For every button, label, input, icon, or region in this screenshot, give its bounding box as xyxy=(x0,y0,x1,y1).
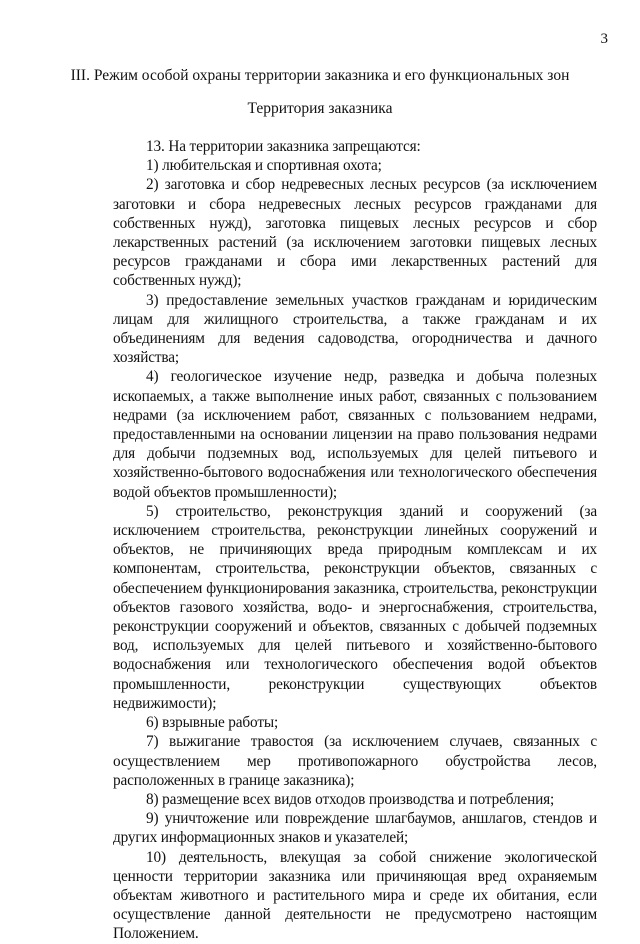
list-item-2: 2) заготовка и сбор недревесных лесных ресурсов (за исключением заготовки и сбора недревесных лесных ресурсов гражданами для собственных нужд), заготовка пищевых лесных ресурсов и сбор лекарственных растений (за исключением заготовки пищевых лесных ресурсов гражданами и сбора ими лекарственных растений для собственных нужд); xyxy=(113,176,597,290)
list-item-1: 1) любительская и спортивная охота; xyxy=(146,157,382,175)
list-item-9: 9) уничтожение или повреждение шлагбаумов, аншлагов, стендов и других информационных знаков и указателей; xyxy=(113,810,597,847)
list-item-8: 8) размещение всех видов отходов производства и потребления; xyxy=(146,790,555,808)
body-text xyxy=(113,137,597,944)
list-item-6: 6) взрывные работы; xyxy=(146,714,279,732)
section-heading: III. Режим особой охраны территории заказника и его функциональных зон xyxy=(70,67,570,84)
paragraph-intro: 13. На территории заказника запрещаются: xyxy=(146,138,421,155)
list-item-5: 5) строительство, реконструкция зданий и сооружений (за исключением строительства, реконструкции линейных сооружений и объектов, не причиняющих вреда природным комплексам и их компонентам, строительства, реконструкции объектов, связанных с обеспечением функционирования заказника, строительства, реконструкции объектов газового хозяйства, водо- и энергоснабжения, строительства, реконструкции сооружений и объектов, связанных с добычей подземных вод, используемых для целей питьевого и хозяйственно-бытового водоснабжения или технологического обеспечения водой объектов промышленности, реконструкции существующих объектов недвижимости); xyxy=(113,502,597,712)
list-item-7: 7) выжигание травостоя (за исключением случаев, связанных с осуществлением мер противопожарного обустройства лесов, расположенных в границе заказника); xyxy=(113,733,597,789)
list-item-3: 3) предоставление земельных участков гражданам и юридическим лицам для жилищного строительства, а также гражданам и их объединениям для ведения садоводства, огородничества и дачного хозяйства; xyxy=(113,291,597,367)
list-item-4: 4) геологическое изучение недр, разведка и добыча полезных ископаемых, а также выполнение иных работ, связанных с пользованием недрами (за исключением работ, связанных с пользованием недрами, предоставленными на основании лицензии на право пользования недрами для добычи подземных вод, используемых для целей питьевого и хозяйственно-бытового водоснабжения или технологического обеспечения водой объектов промышленности); xyxy=(113,368,597,501)
page-number: 3 xyxy=(600,31,608,47)
list-item-10: 10) деятельность, влекущая за собой снижение экологической ценности территории заказника или причиняющая вред охраняемым объектам животного и растительного мира и среде их обитания, если осуществление данной деятельности не предусмотрено настоящим Положением. xyxy=(113,848,597,943)
sub-heading: Территория заказника xyxy=(247,100,393,117)
